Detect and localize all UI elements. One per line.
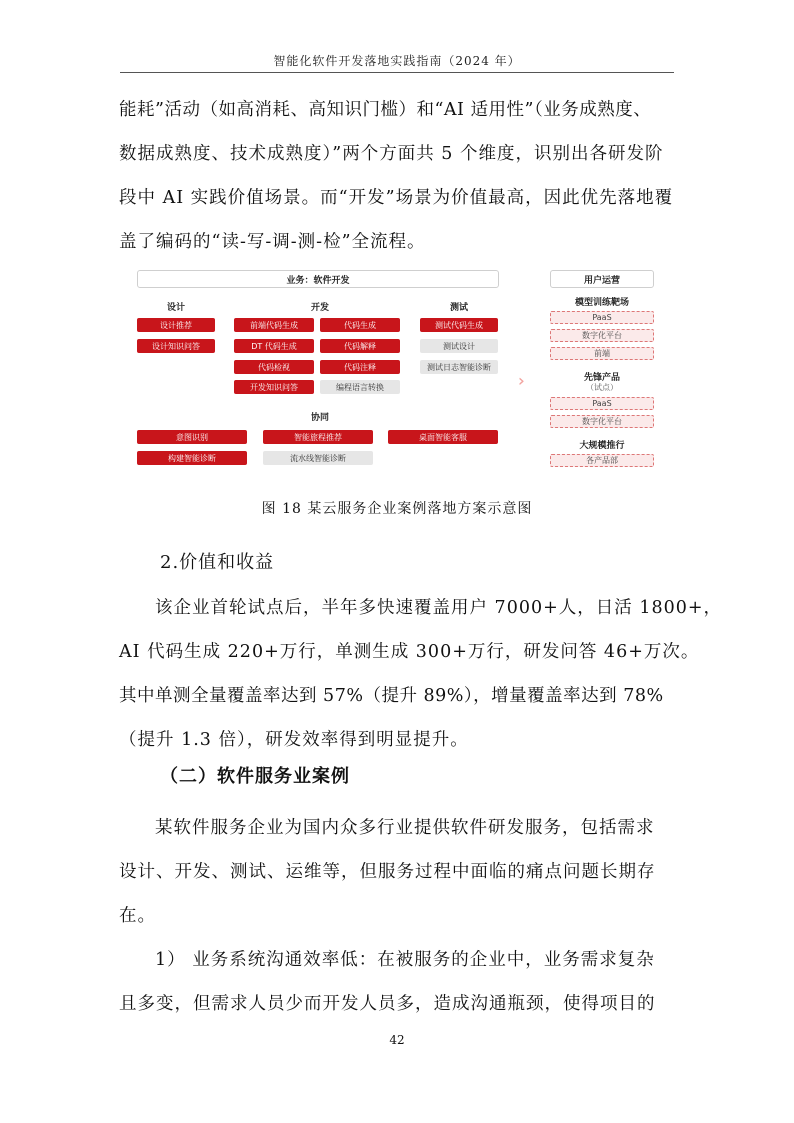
test-heading: 测试 (449, 303, 468, 313)
test-item: 测试设计 (420, 339, 498, 353)
ops-item: 数字化平台 (550, 415, 654, 428)
text-line: 其中单测全量覆盖率达到 57%（提升 89%），增量覆盖率达到 78% (119, 686, 664, 706)
text-line: 1） 业务系统沟通效率低：在被服务的企业中，业务需求复杂 (155, 950, 655, 970)
ops-item: 数字化平台 (550, 329, 654, 342)
dev-item: 代码解释 (320, 339, 400, 353)
dev-item: 代码注释 (320, 360, 400, 374)
test-item: 测试日志智能诊断 (420, 360, 498, 374)
paragraph-pain-point (119, 938, 679, 1026)
text-line: 该企业首轮试点后，半年多快速覆盖用户 7000+人，日活 1800+， (155, 598, 723, 618)
dev-item: 前端代码生成 (234, 318, 314, 332)
text-line: 在。 (119, 906, 156, 926)
design-item: 设计知识问答 (137, 339, 215, 353)
ops-item: PaaS (550, 311, 654, 324)
text-line: 能耗”活动（如高消耗、高知识门槛）和“AI 适用性”（业务成熟度、 (119, 100, 652, 120)
ops-group-heading: 模型训练靶场 (574, 298, 629, 308)
dev-heading: 开发 (310, 303, 329, 313)
paragraph-benefits (119, 586, 723, 762)
ops-item: PaaS (550, 397, 654, 410)
design-item: 设计推荐 (137, 318, 215, 332)
collab-item: 智能旅程推荐 (263, 430, 373, 444)
collab-item: 桌面智能客服 (388, 430, 498, 444)
dev-item: 编程语言转换 (320, 380, 400, 394)
ops-group-heading: 大规模推行 (579, 441, 625, 451)
text-line: 盖了编码的“读-写-调-测-检”全流程。 (119, 232, 426, 252)
text-line: 设计、开发、测试、运维等，但服务过程中面临的痛点问题长期存 (119, 862, 656, 882)
page-number: 42 (389, 1033, 405, 1047)
collab-heading: 协同 (310, 413, 329, 423)
ops-group-note: （试点） (586, 383, 618, 392)
collab-item: 流水线智能诊断 (263, 451, 373, 465)
text-line: （提升 1.3 倍），研发效率得到明显提升。 (119, 730, 469, 750)
subsection-title: 2.价值和收益 (160, 552, 275, 573)
section-title: （二）软件服务业案例 (160, 766, 350, 787)
ops-group-heading: 先锋产品 (583, 373, 620, 383)
paragraph-intro (119, 88, 679, 264)
dev-item: 代码检视 (234, 360, 314, 374)
collab-item: 意图识别 (137, 430, 247, 444)
dev-item: 代码生成 (320, 318, 400, 332)
text-line: 且多变，但需求人员少而开发人员多，造成沟通瓶颈，使得项目的 (119, 994, 656, 1014)
ops-banner: 用户运营 (550, 270, 654, 288)
text-line: 段中 AI 实践价值场景。而“开发”场景为价值最高，因此优先落地覆 (119, 188, 674, 208)
ops-item: 各产品部 (550, 454, 654, 467)
design-heading: 设计 (166, 303, 185, 313)
solution-diagram (134, 268, 662, 474)
business-banner: 业务：软件开发 (137, 270, 499, 288)
figure-caption: 图 18 某云服务企业案例落地方案示意图 (261, 501, 533, 517)
header-title: 智能化软件开发落地实践指南（2024 年） (273, 54, 521, 68)
dev-item: DT 代码生成 (234, 339, 314, 353)
text-line: AI 代码生成 220+万行，单测生成 300+万行，研发问答 46+万次。 (119, 642, 700, 662)
chevron-right-icon: ›› (518, 371, 519, 390)
text-line: 某软件服务企业为国内众多行业提供软件研发服务，包括需求 (155, 818, 655, 838)
paragraph-case (119, 806, 679, 938)
collab-item: 构建智能诊断 (137, 451, 247, 465)
dev-item: 开发知识问答 (234, 380, 314, 394)
text-line: 数据成熟度、技术成熟度）”两个方面共 5 个维度，识别出各研发阶 (119, 144, 664, 164)
header-rule (120, 72, 674, 73)
ops-item: 前端 (550, 347, 654, 360)
test-item: 测试代码生成 (420, 318, 498, 332)
